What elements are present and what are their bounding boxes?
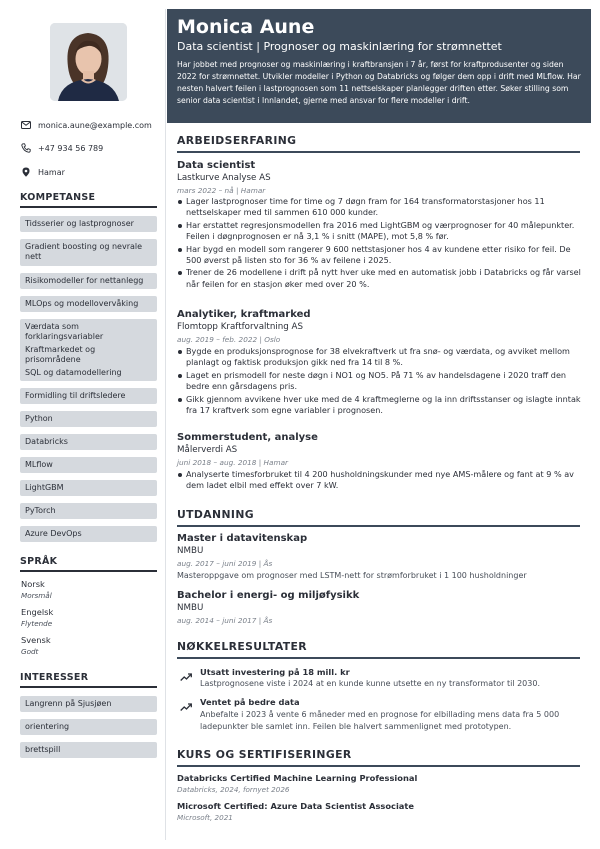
- languages-heading: SPRÅK: [20, 556, 157, 572]
- achievement-desc: Anbefalte i 2023 å vente 6 måneder med en prognose for elbillading mens data fra 5 000 ladepunkter ble samlet inn. Feilen ble halvert sammenlignet med prototypen.: [200, 710, 560, 731]
- job-title: Analytiker, kraftmarked: [177, 309, 311, 320]
- candidate-name: Monica Aune: [177, 16, 315, 38]
- language-name: Engelsk: [21, 607, 54, 617]
- certification-name: Microsoft Certified: Azure Data Scientist Associate: [177, 801, 414, 811]
- job-company: Flomtopp Kraftforvaltning AS: [177, 322, 303, 332]
- contact-email[interactable]: [21, 120, 161, 130]
- skill-chip: LightGBM: [20, 480, 157, 496]
- job-meta: aug. 2019 – feb. 2022 | Oslo: [177, 335, 281, 344]
- skill-chip: Databricks: [20, 434, 157, 450]
- language-name: Svensk: [21, 635, 51, 645]
- skill-chip: Gradient boosting og nevrale nett: [20, 239, 157, 266]
- education-school: NMBU: [177, 546, 204, 556]
- skill-chip: Kraftmarkedet og prisområdene: [20, 342, 157, 368]
- email-text: monica.aune@example.com: [38, 120, 152, 130]
- profile-summary: Har jobbet med prognoser og maskinlæring i kraftbransjen i 7 år, først for kraftprodusenter og siden 2022 for strømnettet. Utvikler modeller i Python og Databricks og følger dem opp i drift med MLflow. Har nesten halvert feilen i lastprognosen som 11 nettselskaper planlegger driften etter. Søker stilling som senior data scientist i Innlandet, gjerne med ansvar for flere modeller i drift.: [177, 60, 581, 105]
- mail-icon: [21, 120, 31, 130]
- certification-name: Databricks Certified Machine Learning Professional: [177, 773, 418, 783]
- certification-meta: Databricks, 2024, fornyet 2026: [177, 785, 290, 794]
- interests-heading: INTERESSER: [20, 672, 157, 688]
- contact-phone[interactable]: [21, 143, 161, 153]
- job-company: Målerverdi AS: [177, 445, 238, 455]
- location-text: Hamar: [38, 167, 65, 177]
- job-bullet: Bygde en produksjonsprognose for 38 elvekraftverk ut fra snø- og værdata, og avviket mellom planlagt og faktisk produksjon gikk ned fra 14 til 8 %.: [177, 346, 581, 369]
- interest-chip: Langrenn på Sjusjøen: [20, 696, 157, 712]
- sidebar: [9, 9, 166, 840]
- skill-chip: Formidling til driftsledere: [20, 388, 157, 404]
- certification-meta: Microsoft, 2021: [177, 813, 233, 822]
- resume-page: [9, 9, 591, 840]
- skill-chip: MLflow: [20, 457, 157, 473]
- job-bullet: Trener de 26 modellene i drift på nytt hver uke med en automatisk jobb i Databricks og får varsel når feilen for en stasjon øker med over 20 %.: [177, 267, 581, 290]
- job-title: Sommerstudent, analyse: [177, 432, 318, 443]
- skill-chip: SQL og datamodellering: [20, 365, 157, 381]
- job-bullets: [177, 196, 581, 291]
- skill-chip: Python: [20, 411, 157, 427]
- language-level: Flytende: [21, 619, 53, 628]
- experience-heading: ARBEIDSERFARING: [177, 134, 580, 153]
- contact-location: [21, 167, 161, 177]
- education-meta: aug. 2014 – juni 2017 | Ås: [177, 616, 273, 625]
- trend-up-icon: [180, 667, 192, 677]
- education-note: Masteroppgave om prognoser med LSTM-nett for strømforbruket i 1 100 husholdninger: [177, 571, 527, 580]
- skill-chip: Azure DevOps: [20, 526, 157, 542]
- main-content: [167, 9, 591, 840]
- interest-chip: brettspill: [20, 742, 157, 758]
- skill-chip: Værdata som forklaringsvariabler: [20, 319, 157, 345]
- skill-chip: PyTorch: [20, 503, 157, 519]
- education-meta: aug. 2017 – juni 2019 | Ås: [177, 559, 273, 568]
- skill-chip: Tidsserier og lastprognoser: [20, 216, 157, 232]
- job-bullets: [177, 469, 581, 493]
- job-bullet: Gikk gjennom avvikene hver uke med de 4 kraftmeglerne og la inn driftsstanser og islagte inntak fra 17 kraftverk som egne variabler i prognosen.: [177, 394, 581, 417]
- job-company: Lastkurve Analyse AS: [177, 173, 271, 183]
- language-level: Morsmål: [21, 591, 52, 600]
- education-degree: Bachelor i energi- og miljøfysikk: [177, 590, 360, 601]
- achievement-title: Ventet på bedre data: [200, 697, 300, 707]
- job-bullet: Laget en prismodell for neste døgn i NO1 og NO5. På 71 % av handelsdagene i 2020 traff den bedre enn gårsdagens pris.: [177, 370, 581, 393]
- job-meta: juni 2018 – aug. 2018 | Hamar: [177, 458, 289, 467]
- certifications-heading: KURS OG SERTIFISERINGER: [177, 748, 580, 767]
- skill-chip: MLOps og modellovervåking: [20, 296, 157, 312]
- phone-text: +47 934 56 789: [38, 143, 104, 153]
- skills-heading: KOMPETANSE: [20, 192, 157, 208]
- candidate-title: Data scientist | Prognoser og maskinlæring for strømnettet: [177, 40, 502, 53]
- trend-up-icon: [180, 697, 192, 707]
- phone-icon: [21, 143, 31, 153]
- job-bullet: Analyserte timesforbruket til 4 200 husholdningskunder med nye AMS-målere og fant at 9 % av dem ladet elbil med effekt over 7 kW.: [177, 469, 581, 492]
- education-heading: UTDANNING: [177, 508, 580, 527]
- job-bullet: Lager lastprognoser time for time og 7 døgn fram for 164 transformatorstasjoner hos 11 nettselskaper med til sammen 610 000 kunder.: [177, 196, 581, 219]
- profile-photo: [50, 23, 127, 101]
- education-school: NMBU: [177, 603, 204, 613]
- achievement-desc: Lastprognosene viste i 2024 at en kunde kunne utsette en ny transformator til 2030.: [200, 679, 540, 688]
- interest-chip: orientering: [20, 719, 157, 735]
- job-meta: mars 2022 – nå | Hamar: [177, 186, 266, 195]
- job-bullet: Har bygd en modell som rangerer 9 600 nettstasjoner hos 4 av kundene etter risiko for feil. De 500 øverst på listen sto for 36 % av feilene i 2025.: [177, 244, 581, 267]
- education-degree: Master i datavitenskap: [177, 533, 308, 544]
- job-title: Data scientist: [177, 160, 256, 171]
- job-bullets: [177, 346, 581, 417]
- language-level: Godt: [21, 647, 39, 656]
- achievement-title: Utsatt investering på 18 mill. kr: [200, 667, 350, 677]
- location-pin-icon: [21, 167, 31, 177]
- skill-chip: Risikomodeller for nettanlegg: [20, 273, 157, 289]
- header-banner: [167, 9, 591, 123]
- job-bullet: Har erstattet regresjonsmodellen fra 2016 med LightGBM og værprognoser for 40 målepunkter. Feilen i døgnprognosen er nå 3,1 % i snitt (MAPE), mot 5,8 % før.: [177, 220, 581, 243]
- achievements-heading: NØKKELRESULTATER: [177, 640, 580, 659]
- language-name: Norsk: [21, 579, 45, 589]
